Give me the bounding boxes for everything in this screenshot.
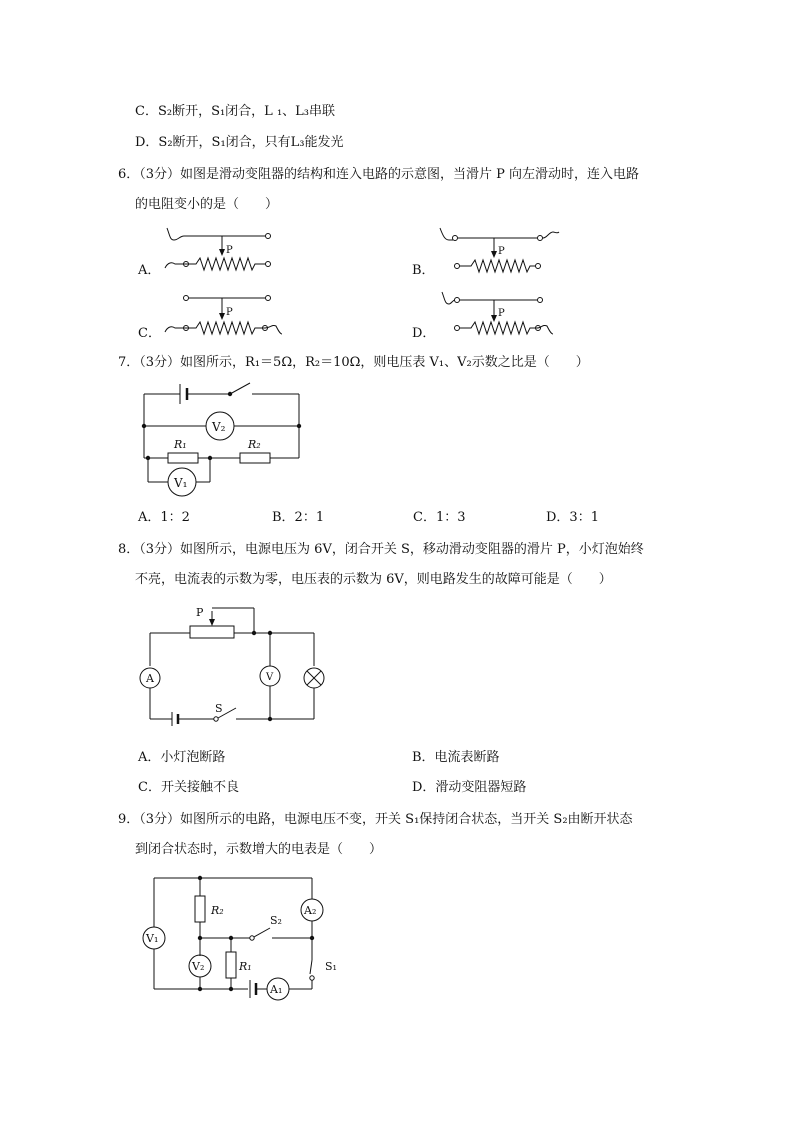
q8-stem-line1: 8．（3分）如图所示，电源电压为 6V，闭合开关 S，移动滑动变阻器的滑片 P，小灯泡始终: [118, 542, 644, 557]
q7-r2-label: R₂: [248, 438, 261, 451]
q9-s1-label: S₁: [325, 960, 337, 973]
q8-option-a: A．小灯泡断路: [138, 750, 226, 765]
q7-r1-label: R₁: [174, 438, 187, 451]
q9-a2-label: A₂: [304, 904, 317, 917]
q8-circuit-figure: [136, 602, 326, 732]
q6-d-p-label: P: [498, 308, 505, 319]
q9-v1-label: V₁: [146, 932, 159, 945]
q7-v2-label: V₂: [212, 420, 226, 434]
q7-option-b: B．2：1: [272, 510, 325, 525]
q6-rheostat-c-figure: [162, 290, 287, 340]
q9-s2-label: S₂: [270, 914, 282, 927]
q9-a1-label: A₁: [270, 983, 283, 996]
q8-option-d: D．滑动变阻器短路: [412, 780, 527, 795]
q6-stem-line2: 的电阻变小的是（ ）: [135, 197, 279, 212]
q7-circuit-figure: [140, 378, 310, 498]
q6-option-d-label: D．: [412, 326, 436, 341]
q7-option-c: C．1：3: [413, 510, 466, 525]
q8-ammeter-label: A: [146, 672, 154, 685]
q6-option-b-label: B．: [412, 263, 435, 278]
q6-a-p-label: P: [226, 245, 233, 256]
q6-rheostat-a-figure: [162, 226, 282, 276]
q7-stem: 7．（3分）如图所示，R₁＝5Ω，R₂＝10Ω，则电压表 V₁、V₂示数之比是（ ）: [118, 355, 589, 370]
q6-rheostat-b-figure: [437, 226, 562, 276]
q6-b-p-label: P: [498, 246, 505, 257]
q5-option-c: C．S₂断开，S₁闭合，L ₁、L₃串联: [135, 104, 336, 119]
q9-r1-label: R₁: [239, 960, 252, 973]
q8-option-c: C．开关接触不良: [138, 780, 239, 795]
q9-circuit-figure: [138, 872, 338, 1002]
q6-c-p-label: P: [226, 307, 233, 318]
q8-option-b: B．电流表断路: [412, 750, 500, 765]
q9-v2-label: V₂: [192, 960, 205, 973]
q8-switch-label: S: [215, 702, 223, 715]
q6-option-a-label: A．: [138, 263, 161, 278]
q7-option-d: D．3：1: [546, 510, 599, 525]
q6-option-c-label: C．: [138, 326, 161, 341]
q8-p-label: P: [196, 606, 204, 619]
q8-voltmeter-label: V: [266, 672, 274, 683]
q9-stem-line2: 到闭合状态时，示数增大的电表是（ ）: [135, 842, 383, 857]
q8-stem-line2: 不亮，电流表的示数为零，电压表的示数为 6V，则电路发生的故障可能是（ ）: [135, 572, 612, 587]
q7-option-a: A．1：2: [138, 510, 190, 525]
q6-rheostat-d-figure: [437, 290, 562, 340]
q9-stem-line1: 9．（3分）如图所示的电路，电源电压不变，开关 S₁保持闭合状态，当开关 S₂由断开状态: [118, 812, 633, 827]
q7-v1-label: V₁: [174, 476, 188, 490]
q6-stem-line1: 6．（3分）如图是滑动变阻器的结构和连入电路的示意图，当滑片 P 向左滑动时，连入电路: [118, 167, 640, 182]
q9-r2-label: R₂: [211, 904, 224, 917]
q5-option-d: D．S₂断开，S₁闭合，只有L₃能发光: [135, 135, 344, 150]
